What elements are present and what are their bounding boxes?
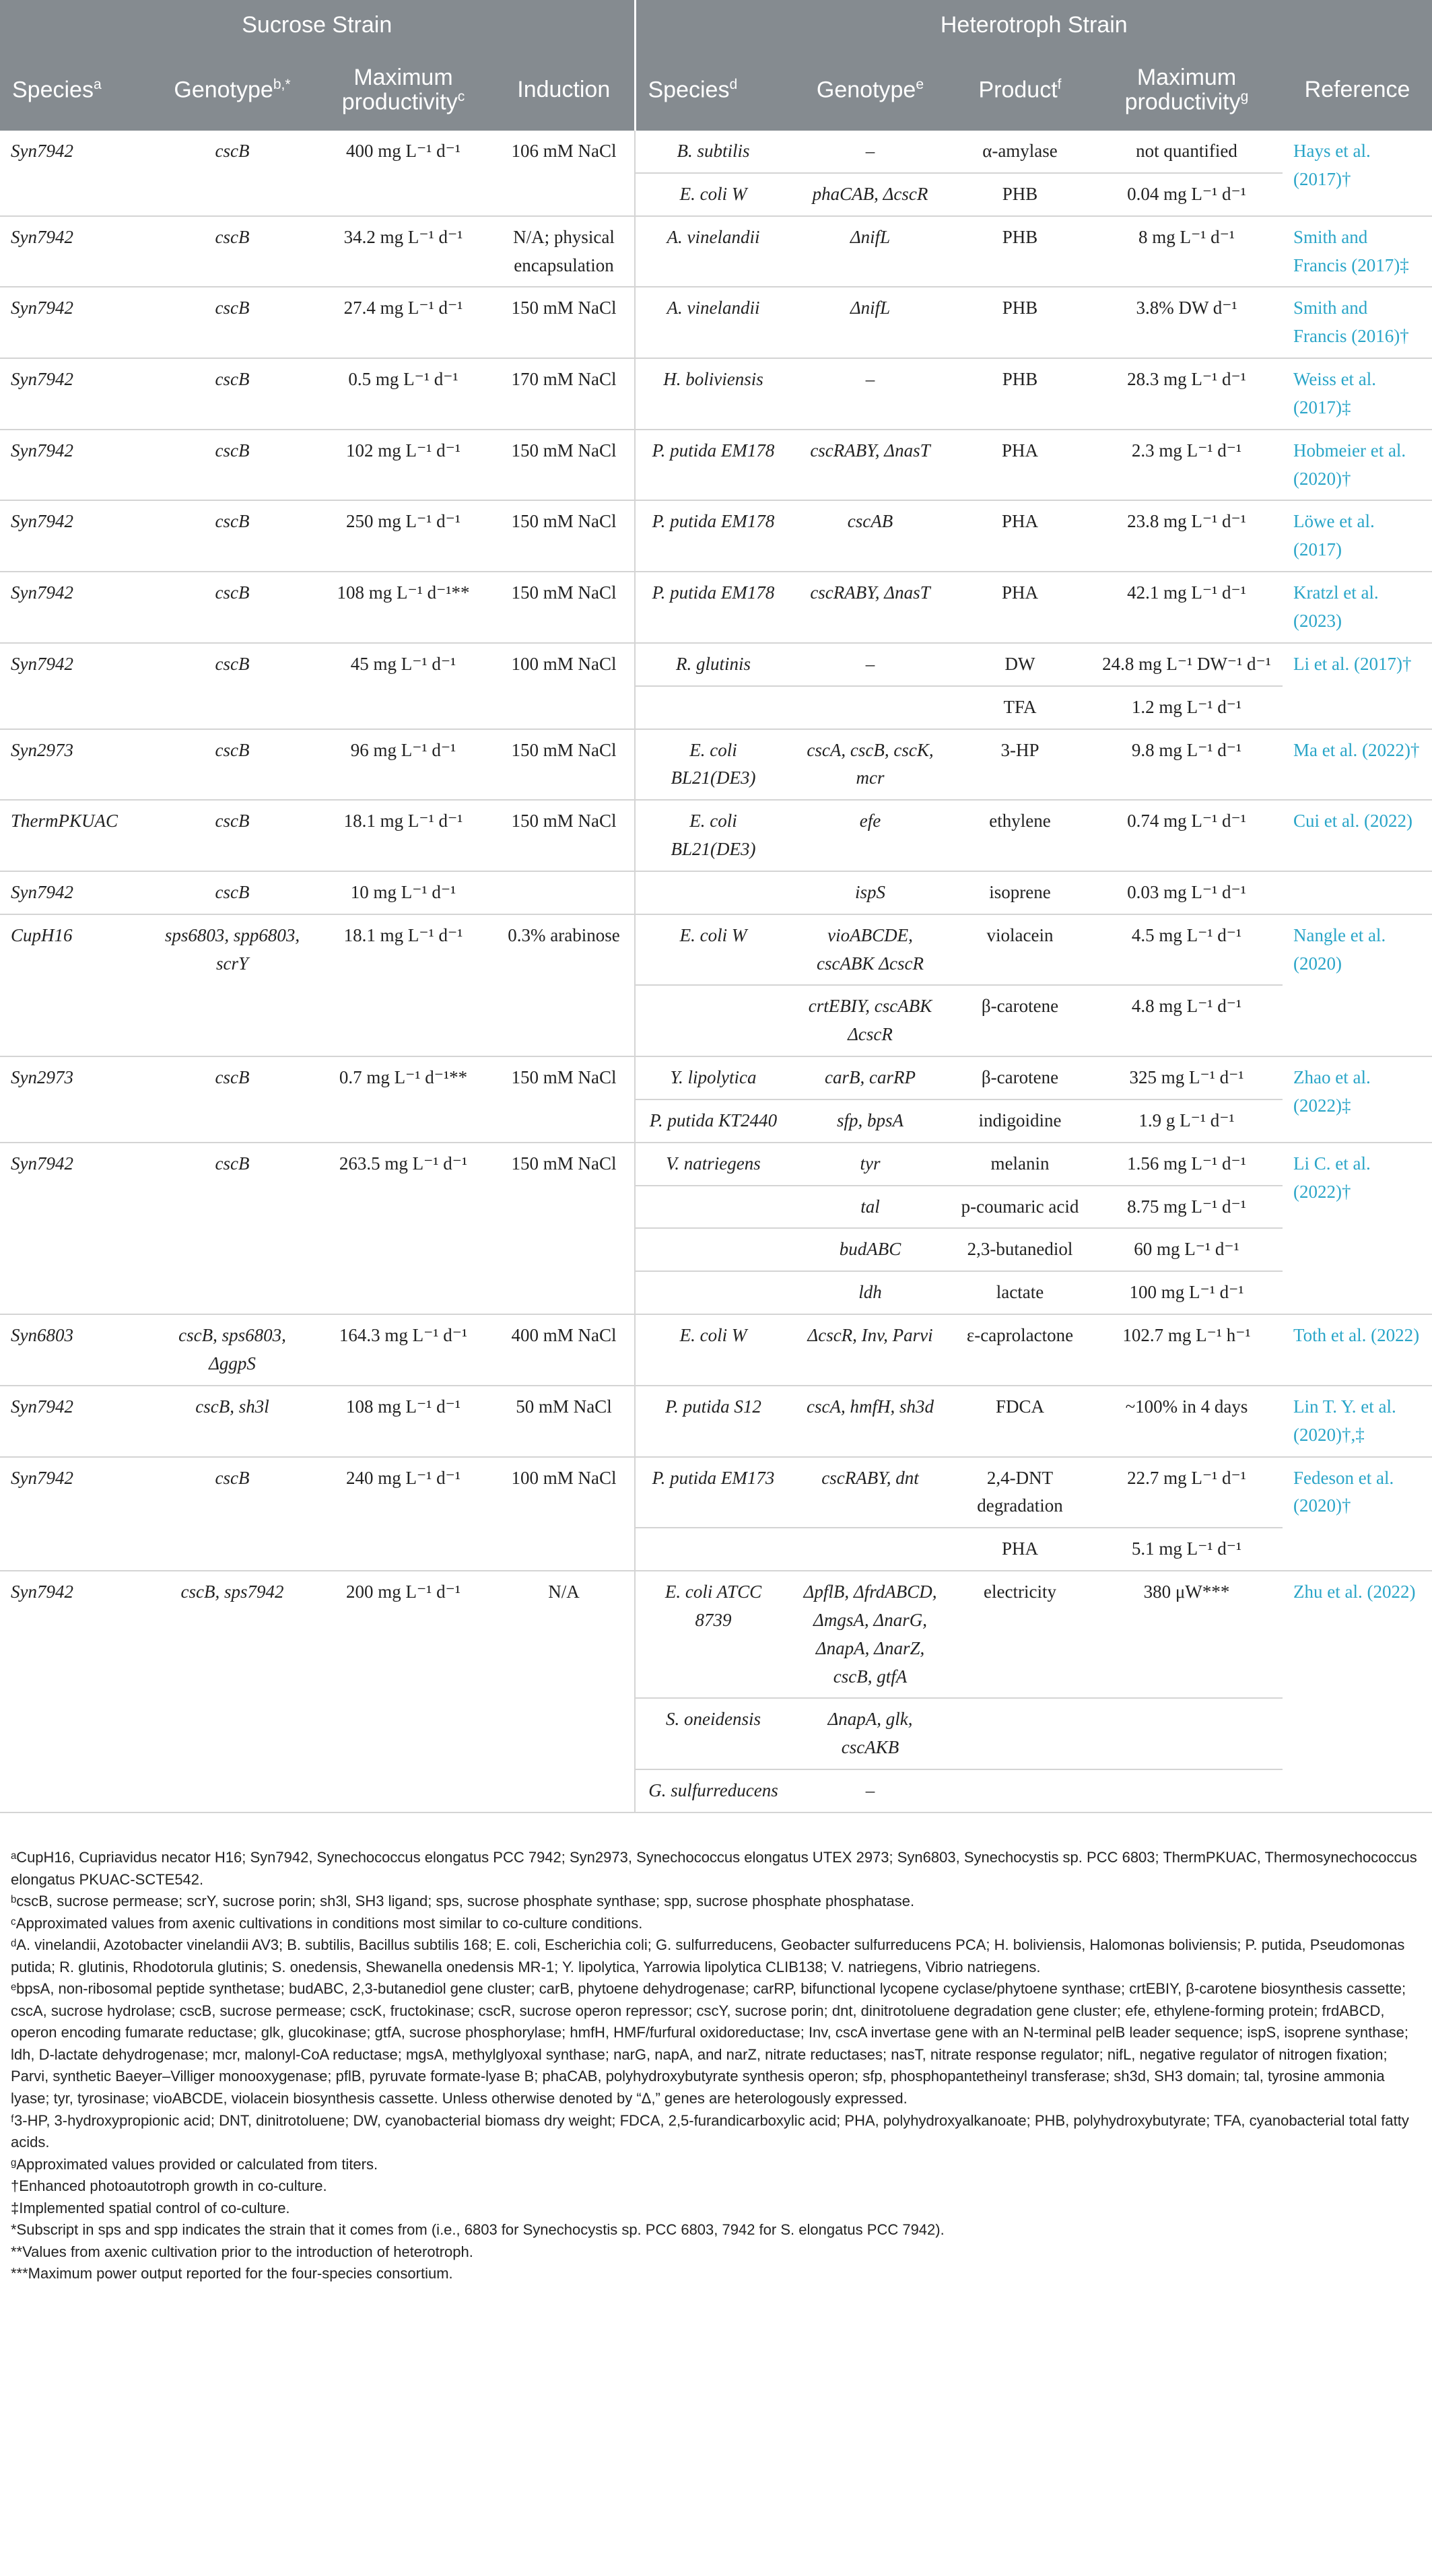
sucrose-species-cell: Syn7942 — [0, 216, 151, 287]
heterotroph-species-cell: E. coli W — [635, 173, 791, 216]
sucrose-species-cell: Syn7942 — [0, 1143, 151, 1314]
reference-cell[interactable]: Weiss et al. (2017)‡ — [1283, 358, 1432, 430]
product-cell: β-carotene — [949, 985, 1091, 1056]
heterotroph-genotype-cell: ΔpflB, ΔfrdABCD, ΔmgsA, ΔnarG, ΔnapA, ΔnarZ, cscB, gtfA — [791, 1571, 949, 1698]
heterotroph-species-cell: A. vinelandii — [635, 216, 791, 287]
column-header-5: Species$^d$ — [635, 50, 791, 131]
heterotroph-genotype-cell: sfp, bpsA — [791, 1099, 949, 1143]
sucrose-productivity-cell: 263.5 mg L⁻¹ d⁻¹ — [313, 1143, 493, 1314]
reference-cell[interactable]: Li et al. (2017)† — [1283, 643, 1432, 729]
heterotroph-species-cell — [635, 1186, 791, 1229]
heterotroph-species-cell: P. putida KT2440 — [635, 1099, 791, 1143]
sucrose-species-cell: Syn7942 — [0, 131, 151, 216]
sucrose-genotype-cell: cscB — [151, 572, 313, 643]
induction-cell: 400 mM NaCl — [493, 1314, 635, 1386]
footnote: ‡Implemented spatial control of co-culture. — [11, 2199, 290, 2216]
product-cell: PHB — [949, 173, 1091, 216]
heterotroph-productivity-cell: not quantified — [1091, 131, 1283, 173]
product-cell: DW — [949, 643, 1091, 686]
heterotroph-species-cell: S. oneidensis — [635, 1698, 791, 1769]
column-header-3: Maximum productivity$^c$ — [313, 50, 493, 131]
induction-cell: 150 mM NaCl — [493, 1143, 635, 1314]
column-header-row — [0, 50, 1432, 131]
sucrose-species-cell: Syn7942 — [0, 287, 151, 358]
sucrose-species-cell: Syn7942 — [0, 358, 151, 430]
heterotroph-genotype-cell: ΔcscR, Inv, Parvi — [791, 1314, 949, 1386]
heterotroph-species-cell — [635, 1228, 791, 1271]
product-cell: PHA — [949, 500, 1091, 572]
product-cell: α-amylase — [949, 131, 1091, 173]
product-cell — [949, 1769, 1091, 1812]
reference-cell[interactable]: Hays et al. (2017)† — [1283, 131, 1432, 216]
footnote: ***Maximum power output reported for the four-species consortium. — [11, 2265, 453, 2282]
heterotroph-species-cell — [635, 686, 791, 729]
table-row — [0, 216, 1432, 287]
product-cell: p-coumaric acid — [949, 1186, 1091, 1229]
induction-cell: 150 mM NaCl — [493, 500, 635, 572]
sucrose-genotype-cell: cscB — [151, 430, 313, 501]
product-cell: PHA — [949, 430, 1091, 501]
heterotroph-species-cell: E. coli W — [635, 914, 791, 986]
sucrose-genotype-cell: cscB — [151, 871, 313, 914]
reference-cell[interactable]: Zhao et al. (2022)‡ — [1283, 1056, 1432, 1143]
reference-cell[interactable]: Cui et al. (2022) — [1283, 800, 1432, 871]
heterotroph-productivity-cell: 22.7 mg L⁻¹ d⁻¹ — [1091, 1457, 1283, 1528]
heterotroph-species-cell — [635, 985, 791, 1056]
sucrose-species-cell: Syn2973 — [0, 729, 151, 801]
group-header-heterotroph: Heterotroph Strain — [635, 0, 1432, 50]
sucrose-genotype-cell: cscB, sh3l — [151, 1386, 313, 1457]
induction-cell: 150 mM NaCl — [493, 800, 635, 871]
heterotroph-productivity-cell: 0.03 mg L⁻¹ d⁻¹ — [1091, 871, 1283, 914]
sucrose-genotype-cell: cscB — [151, 643, 313, 729]
sucrose-productivity-cell: 240 mg L⁻¹ d⁻¹ — [313, 1457, 493, 1571]
heterotroph-species-cell: P. putida EM173 — [635, 1457, 791, 1528]
sucrose-genotype-cell: cscB — [151, 1457, 313, 1571]
heterotroph-productivity-cell: 24.8 mg L⁻¹ DW⁻¹ d⁻¹ — [1091, 643, 1283, 686]
sucrose-productivity-cell: 0.7 mg L⁻¹ d⁻¹** — [313, 1056, 493, 1143]
table-row — [0, 914, 1432, 986]
table-row — [0, 1457, 1432, 1528]
table-row — [0, 1143, 1432, 1186]
sucrose-productivity-cell: 108 mg L⁻¹ d⁻¹** — [313, 572, 493, 643]
reference-cell[interactable]: Fedeson et al. (2020)† — [1283, 1457, 1432, 1571]
heterotroph-species-cell: A. vinelandii — [635, 287, 791, 358]
product-cell: melanin — [949, 1143, 1091, 1186]
table-row — [0, 800, 1432, 871]
heterotroph-genotype-cell: ΔnifL — [791, 216, 949, 287]
heterotroph-productivity-cell: 0.04 mg L⁻¹ d⁻¹ — [1091, 173, 1283, 216]
table-row — [0, 643, 1432, 686]
sucrose-genotype-cell: cscB, sps6803, ΔggpS — [151, 1314, 313, 1386]
footnote: ᵈA. vinelandii, Azotobacter vinelandii AV3; B. subtilis, Bacillus subtilis 168; E. coli, Escherichia coli; G. sulfurreducens, Geobacter sulfurreducens PCA; H. boliviensis, Halomonas boliviensis; P. putida, Pseudomonas putida; R. glutinis, Rhodotorula glutinis; S. onedensis, Shewanella onedensis MR-1; Y. lipolytica, Yarrowia lipolytica CLIB138; V. natriegens, Vibrio natriegens. — [11, 1936, 1405, 1975]
heterotroph-species-cell: V. natriegens — [635, 1143, 791, 1186]
product-cell: indigoidine — [949, 1099, 1091, 1143]
sucrose-productivity-cell: 108 mg L⁻¹ d⁻¹ — [313, 1386, 493, 1457]
sucrose-genotype-cell: cscB, sps7942 — [151, 1571, 313, 1812]
heterotroph-genotype-cell: phaCAB, ΔcscR — [791, 173, 949, 216]
footnote: †Enhanced photoautotroph growth in co-culture. — [11, 2177, 327, 2195]
heterotroph-species-cell: B. subtilis — [635, 131, 791, 173]
heterotroph-genotype-cell: – — [791, 358, 949, 430]
product-cell — [949, 1698, 1091, 1769]
heterotroph-productivity-cell: 4.5 mg L⁻¹ d⁻¹ — [1091, 914, 1283, 986]
product-cell: lactate — [949, 1271, 1091, 1314]
heterotroph-productivity-cell: 100 mg L⁻¹ d⁻¹ — [1091, 1271, 1283, 1314]
heterotroph-species-cell: P. putida EM178 — [635, 500, 791, 572]
sucrose-productivity-cell: 45 mg L⁻¹ d⁻¹ — [313, 643, 493, 729]
reference-cell[interactable]: Zhu et al. (2022) — [1283, 1571, 1432, 1812]
sucrose-species-cell: CupH16 — [0, 914, 151, 1056]
heterotroph-productivity-cell: 1.2 mg L⁻¹ d⁻¹ — [1091, 686, 1283, 729]
sucrose-productivity-cell: 34.2 mg L⁻¹ d⁻¹ — [313, 216, 493, 287]
product-cell: 2,3-butanediol — [949, 1228, 1091, 1271]
heterotroph-productivity-cell: 23.8 mg L⁻¹ d⁻¹ — [1091, 500, 1283, 572]
heterotroph-genotype-cell: cscAB — [791, 500, 949, 572]
heterotroph-genotype-cell: – — [791, 1769, 949, 1812]
product-cell: 3-HP — [949, 729, 1091, 801]
heterotroph-productivity-cell: 42.1 mg L⁻¹ d⁻¹ — [1091, 572, 1283, 643]
product-cell: violacein — [949, 914, 1091, 986]
heterotroph-genotype-cell: tal — [791, 1186, 949, 1229]
sucrose-species-cell: Syn7942 — [0, 871, 151, 914]
column-header-4: Induction — [493, 50, 635, 131]
sucrose-productivity-cell: 96 mg L⁻¹ d⁻¹ — [313, 729, 493, 801]
product-cell: PHA — [949, 572, 1091, 643]
reference-cell[interactable]: Smith and Francis (2016)† — [1283, 287, 1432, 358]
reference-cell[interactable] — [1283, 871, 1432, 914]
sucrose-species-cell: Syn7942 — [0, 430, 151, 501]
heterotroph-genotype-cell — [791, 686, 949, 729]
product-cell: TFA — [949, 686, 1091, 729]
heterotroph-species-cell: E. coli W — [635, 1314, 791, 1386]
heterotroph-genotype-cell: cscRABY, ΔnasT — [791, 430, 949, 501]
sucrose-genotype-cell: cscB — [151, 800, 313, 871]
reference-cell[interactable]: Lin T. Y. et al. (2020)†,‡ — [1283, 1386, 1432, 1457]
sucrose-productivity-cell: 27.4 mg L⁻¹ d⁻¹ — [313, 287, 493, 358]
reference-cell[interactable]: Ma et al. (2022)† — [1283, 729, 1432, 801]
heterotroph-genotype-cell: cscA, hmfH, sh3d — [791, 1386, 949, 1457]
table-row — [0, 430, 1432, 501]
footnote: ᵃCupH16, Cupriavidus necator H16; Syn7942, Synechococcus elongatus PCC 7942; Syn2973, Synechococcus elongatus UTEX 2973; Syn6803, Synechocystis sp. PCC 6803; ThermPKUAC, Thermosynechococcus elongatus PKUAC-SCTE542. — [11, 1848, 1417, 1888]
induction-cell — [493, 871, 635, 914]
product-cell: PHB — [949, 216, 1091, 287]
sucrose-genotype-cell: cscB — [151, 1056, 313, 1143]
sucrose-genotype-cell: sps6803, spp6803, scrY — [151, 914, 313, 1056]
product-cell: PHA — [949, 1528, 1091, 1571]
heterotroph-productivity-cell: 0.74 mg L⁻¹ d⁻¹ — [1091, 800, 1283, 871]
induction-cell: 100 mM NaCl — [493, 643, 635, 729]
heterotroph-genotype-cell: – — [791, 131, 949, 173]
heterotroph-productivity-cell: 8.75 mg L⁻¹ d⁻¹ — [1091, 1186, 1283, 1229]
heterotroph-genotype-cell: carB, carRP — [791, 1056, 949, 1099]
heterotroph-productivity-cell: 8 mg L⁻¹ d⁻¹ — [1091, 216, 1283, 287]
heterotroph-genotype-cell: efe — [791, 800, 949, 871]
product-cell: isoprene — [949, 871, 1091, 914]
sucrose-productivity-cell: 10 mg L⁻¹ d⁻¹ — [313, 871, 493, 914]
heterotroph-species-cell: Y. lipolytica — [635, 1056, 791, 1099]
heterotroph-productivity-cell: 4.8 mg L⁻¹ d⁻¹ — [1091, 985, 1283, 1056]
heterotroph-productivity-cell: 1.9 g L⁻¹ d⁻¹ — [1091, 1099, 1283, 1143]
table-row — [0, 358, 1432, 430]
sucrose-species-cell: Syn7942 — [0, 1386, 151, 1457]
footnote: ᵇcscB, sucrose permease; scrY, sucrose porin; sh3l, SH3 ligand; sps, sucrose phosphate synthase; spp, sucrose phosphate phosphatase. — [11, 1893, 915, 1910]
sucrose-species-cell: Syn7942 — [0, 572, 151, 643]
heterotroph-genotype-cell: budABC — [791, 1228, 949, 1271]
heterotroph-productivity-cell: 5.1 mg L⁻¹ d⁻¹ — [1091, 1528, 1283, 1571]
reference-cell[interactable]: Löwe et al. (2017) — [1283, 500, 1432, 572]
heterotroph-species-cell: E. coli BL21(DE3) — [635, 729, 791, 801]
sucrose-productivity-cell: 250 mg L⁻¹ d⁻¹ — [313, 500, 493, 572]
heterotroph-genotype-cell: cscRABY, ΔnasT — [791, 572, 949, 643]
heterotroph-genotype-cell: ldh — [791, 1271, 949, 1314]
table-row — [0, 500, 1432, 572]
table-row — [0, 1386, 1432, 1457]
heterotroph-genotype-cell — [791, 1528, 949, 1571]
table-row — [0, 572, 1432, 643]
induction-cell: 150 mM NaCl — [493, 430, 635, 501]
heterotroph-genotype-cell: – — [791, 643, 949, 686]
sucrose-productivity-cell: 400 mg L⁻¹ d⁻¹ — [313, 131, 493, 216]
product-cell: electricity — [949, 1571, 1091, 1698]
heterotroph-species-cell: P. putida EM178 — [635, 572, 791, 643]
heterotroph-genotype-cell: ΔnifL — [791, 287, 949, 358]
table-row — [0, 131, 1432, 173]
induction-cell: N/A — [493, 1571, 635, 1812]
footnote: ᶠ3-HP, 3-hydroxypropionic acid; DNT, dinitrotoluene; DW, cyanobacterial biomass dry weight; FDCA, 2,5-furandicarboxylic acid; PHA, polyhydroxyalkanoate; PHB, polyhydroxybutyrate; TFA, cyanobacterial total fatty acids. — [11, 2111, 1409, 2151]
column-header-7: Product$^f$ — [949, 50, 1091, 131]
sucrose-genotype-cell: cscB — [151, 131, 313, 216]
induction-cell: 150 mM NaCl — [493, 1056, 635, 1143]
heterotroph-species-cell: P. putida S12 — [635, 1386, 791, 1457]
table-body — [0, 131, 1432, 1812]
heterotroph-productivity-cell: 28.3 mg L⁻¹ d⁻¹ — [1091, 358, 1283, 430]
sucrose-productivity-cell: 164.3 mg L⁻¹ d⁻¹ — [313, 1314, 493, 1386]
sucrose-species-cell: Syn7942 — [0, 1457, 151, 1571]
heterotroph-productivity-cell: 3.8% DW d⁻¹ — [1091, 287, 1283, 358]
heterotroph-species-cell — [635, 871, 791, 914]
table-row — [0, 1314, 1432, 1386]
product-cell: PHB — [949, 287, 1091, 358]
heterotroph-productivity-cell — [1091, 1769, 1283, 1812]
table-row — [0, 871, 1432, 914]
heterotroph-productivity-cell: 2.3 mg L⁻¹ d⁻¹ — [1091, 430, 1283, 501]
sucrose-productivity-cell: 18.1 mg L⁻¹ d⁻¹ — [313, 800, 493, 871]
sucrose-productivity-cell: 200 mg L⁻¹ d⁻¹ — [313, 1571, 493, 1812]
sucrose-productivity-cell: 18.1 mg L⁻¹ d⁻¹ — [313, 914, 493, 1056]
heterotroph-genotype-cell: tyr — [791, 1143, 949, 1186]
heterotroph-productivity-cell: 325 mg L⁻¹ d⁻¹ — [1091, 1056, 1283, 1099]
induction-cell: 100 mM NaCl — [493, 1457, 635, 1571]
footnote: **Values from axenic cultivation prior to the introduction of heterotroph. — [11, 2243, 473, 2260]
heterotroph-species-cell: R. glutinis — [635, 643, 791, 686]
heterotroph-species-cell: G. sulfurreducens — [635, 1769, 791, 1812]
column-header-9: Reference — [1283, 50, 1432, 131]
heterotroph-species-cell: E. coli BL21(DE3) — [635, 800, 791, 871]
footnote: ᵍApproximated values provided or calculated from titers. — [11, 2155, 378, 2173]
heterotroph-genotype-cell: cscA, cscB, cscK, mcr — [791, 729, 949, 801]
group-header-sucrose: Sucrose Strain — [0, 0, 635, 50]
heterotroph-genotype-cell: crtEBIY, cscABK ΔcscR — [791, 985, 949, 1056]
sucrose-species-cell: Syn6803 — [0, 1314, 151, 1386]
column-header-2: Genotype$^{b,*}$ — [151, 50, 313, 131]
product-cell: 2,4-DNT degradation — [949, 1457, 1091, 1528]
footnotes — [0, 1813, 1432, 2285]
footnote: *Subscript in sps and spp indicates the strain that it comes from (i.e., 6803 for Synechocystis sp. PCC 6803, 7942 for S. elongatus PCC 7942). — [11, 2221, 945, 2239]
product-cell: FDCA — [949, 1386, 1091, 1457]
heterotroph-productivity-cell: 1.56 mg L⁻¹ d⁻¹ — [1091, 1143, 1283, 1186]
sucrose-species-cell: Syn7942 — [0, 1571, 151, 1812]
sucrose-species-cell: Syn7942 — [0, 500, 151, 572]
heterotroph-genotype-cell: vioABCDE, cscABK ΔcscR — [791, 914, 949, 986]
column-header-8: Maximum productivity$^g$ — [1091, 50, 1283, 131]
product-cell: β-carotene — [949, 1056, 1091, 1099]
sucrose-genotype-cell: cscB — [151, 500, 313, 572]
reference-cell[interactable]: Li C. et al. (2022)† — [1283, 1143, 1432, 1314]
induction-cell: 170 mM NaCl — [493, 358, 635, 430]
heterotroph-species-cell — [635, 1271, 791, 1314]
column-header-1: Species$^a$ — [0, 50, 151, 131]
table-row — [0, 1056, 1432, 1099]
product-cell: ε-caprolactone — [949, 1314, 1091, 1386]
reference-cell[interactable]: Kratzl et al. (2023) — [1283, 572, 1432, 643]
heterotroph-productivity-cell — [1091, 1698, 1283, 1769]
heterotroph-productivity-cell: 9.8 mg L⁻¹ d⁻¹ — [1091, 729, 1283, 801]
heterotroph-genotype-cell: ispS — [791, 871, 949, 914]
reference-cell[interactable]: Nangle et al. (2020) — [1283, 914, 1432, 1056]
induction-cell: 50 mM NaCl — [493, 1386, 635, 1457]
sucrose-species-cell: Syn2973 — [0, 1056, 151, 1143]
induction-cell: N/A; physical encapsulation — [493, 216, 635, 287]
heterotroph-species-cell: H. boliviensis — [635, 358, 791, 430]
sucrose-genotype-cell: cscB — [151, 287, 313, 358]
sucrose-genotype-cell: cscB — [151, 729, 313, 801]
heterotroph-productivity-cell: ~100% in 4 days — [1091, 1386, 1283, 1457]
heterotroph-species-cell: P. putida EM178 — [635, 430, 791, 501]
sucrose-genotype-cell: cscB — [151, 216, 313, 287]
heterotroph-productivity-cell: 60 mg L⁻¹ d⁻¹ — [1091, 1228, 1283, 1271]
induction-cell: 106 mM NaCl — [493, 131, 635, 216]
column-header-6: Genotype$^e$ — [791, 50, 949, 131]
table-row — [0, 287, 1432, 358]
table-row — [0, 1571, 1432, 1698]
heterotroph-genotype-cell: ΔnapA, glk, cscAKB — [791, 1698, 949, 1769]
heterotroph-genotype-cell: cscRABY, dnt — [791, 1457, 949, 1528]
induction-cell: 150 mM NaCl — [493, 729, 635, 801]
sucrose-productivity-cell: 102 mg L⁻¹ d⁻¹ — [313, 430, 493, 501]
product-cell: PHB — [949, 358, 1091, 430]
sucrose-genotype-cell: cscB — [151, 1143, 313, 1314]
heterotroph-species-cell: E. coli ATCC 8739 — [635, 1571, 791, 1698]
sucrose-genotype-cell: cscB — [151, 358, 313, 430]
reference-cell[interactable]: Hobmeier et al. (2020)† — [1283, 430, 1432, 501]
footnote: ᵉbpsA, non-ribosomal peptide synthetase; budABC, 2,3-butanediol gene cluster; carB, phytoene dehydrogenase; carRP, bifunctional lycopene cyclase/phytoene synthase; crtEBIY, β-carotene biosynthesis cassette; cscA, sucrose hydrolase; cscB, sucrose permease; cscK, fructokinase; cscR, sucrose operon repressor; cscY, sucrose porin; dnt, dinitrotoluene degradation gene cluster; efe, ethylene-forming protein; frdABCD, operon encoding fumarate reductase; glk, glucokinase; gtfA, sucrose phosphorylase; hmfH, HMF/furfural oxidoreductase; Inv, cscA invertase gene with an N-terminal pelB leader sequence; ispS, isoprene synthase; ldh, D-lactate dehydrogenase; mcr, malonyl-CoA reductase; mgsA, methylglyoxal synthase; narG, napA, and narZ, nitrate reductases; nasT, nitrate response regulator; nifL, negative regulator of nitrogen fixation; Parvi, synthetic Baeyer–Villiger monooxygenase; pflB, pyruvate formate-lyase B; phaCAB, polyhydroxybutyrate synthesis operon; sfp, phosphopantetheinyl transferase; sh3d, SH3 domain; tal, tyrosine ammonia lyase; tyr, tyrosinase; vioABCDE, violacein biosynthesis cassette. Unless otherwise denoted by “Δ,” genes are heterologously expressed. — [11, 1980, 1409, 2107]
reference-cell[interactable]: Toth et al. (2022) — [1283, 1314, 1432, 1386]
footnote: ᶜApproximated values from axenic cultivations in conditions most similar to co-culture conditions. — [11, 1914, 643, 1932]
reference-cell[interactable]: Smith and Francis (2017)‡ — [1283, 216, 1432, 287]
induction-cell: 150 mM NaCl — [493, 572, 635, 643]
sucrose-species-cell: ThermPKUAC — [0, 800, 151, 871]
sucrose-species-cell: Syn7942 — [0, 643, 151, 729]
table-row — [0, 729, 1432, 801]
induction-cell: 0.3% arabinose — [493, 914, 635, 1056]
induction-cell: 150 mM NaCl — [493, 287, 635, 358]
sucrose-productivity-cell: 0.5 mg L⁻¹ d⁻¹ — [313, 358, 493, 430]
heterotroph-productivity-cell: 380 μW*** — [1091, 1571, 1283, 1698]
product-cell: ethylene — [949, 800, 1091, 871]
heterotroph-species-cell — [635, 1528, 791, 1571]
heterotroph-productivity-cell: 102.7 mg L⁻¹ h⁻¹ — [1091, 1314, 1283, 1386]
